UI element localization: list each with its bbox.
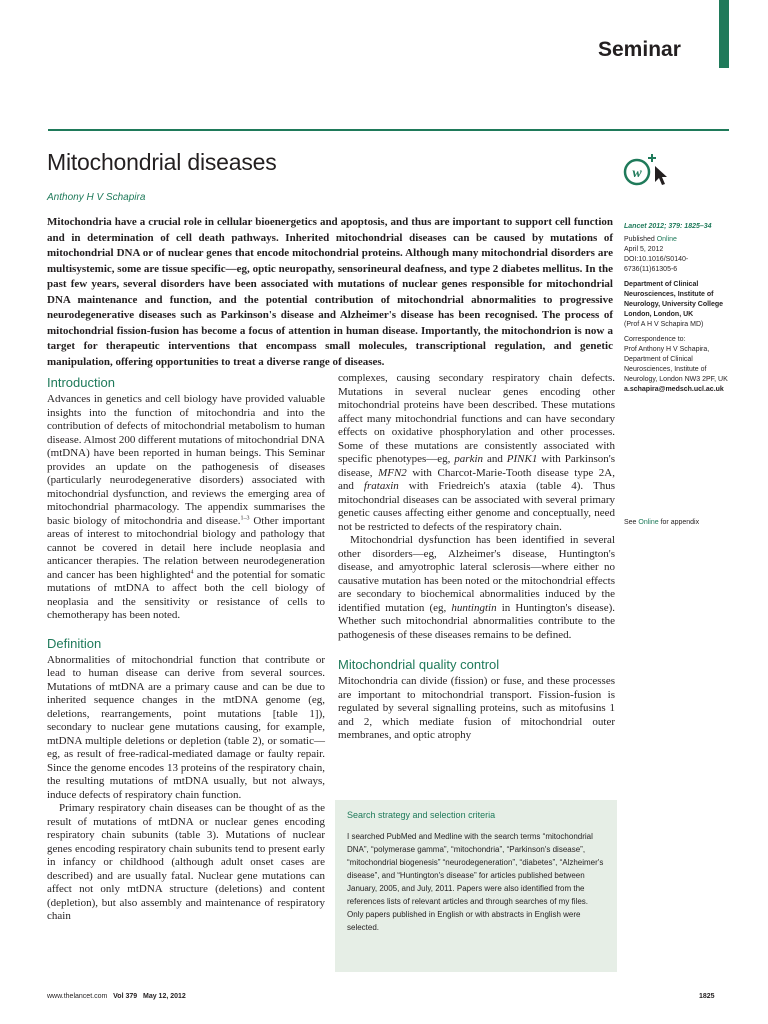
body-column-left xyxy=(47,370,325,924)
article-author: Anthony H V Schapira xyxy=(47,192,146,203)
header-rule xyxy=(48,129,729,131)
correspondence: Prof Anthony H V Schapira, Department of Clinical Neurosciences, Institute of Neurology, London NW3 2PF, UK xyxy=(624,346,728,383)
footer-volume: Vol 379 xyxy=(113,993,138,1000)
affiliation: Department of Clinical Neurosciences, Institute of Neurology, University College London, London, UK xyxy=(624,281,724,318)
ref-1-3[interactable]: 1–3 xyxy=(240,514,250,521)
footer-date: May 12, 2012 xyxy=(143,993,186,1000)
published-date: April 5, 2012 xyxy=(624,246,664,253)
heading-introduction: Introduction xyxy=(47,375,115,390)
header-accent-bar xyxy=(719,0,729,68)
published-online-link[interactable]: Online xyxy=(656,236,677,243)
search-strategy-heading: Search strategy and selection criteria xyxy=(347,810,496,820)
web-extra-icon[interactable] xyxy=(622,148,672,188)
section-label: Seminar xyxy=(598,38,681,61)
ref-4[interactable]: 4 xyxy=(190,568,194,575)
column2-paragraph-1: complexes, causing secondary respiratory chain defects. Mutations in several nuclear genes encoding other mitochondrial proteins have been described. These mutations affect many mitochondrial functions and can have secondary effects on oxidative phosphorylation and other processes. Some of these mutations are consistently associated with specific phenotypes—eg, parkin and PINK1 with Parkinson's disease, MFN2 with Charcot-Marie-Tooth disease type 2A, and frataxin with Friedreich's ataxia (table 4). Thus mitochondrial diseases can be associated with several primary genetic causes affecting either genome and conceptually, need not be restricted to defects of the respiratory chain. xyxy=(338,372,615,533)
citation-sidebar xyxy=(624,222,734,395)
column2-paragraph-2: Mitochondrial dysfunction has been identified in several other disorders—eg, Alzheimer's disease, Huntington's disease, and amyotrophic lateral sclerosis—where either no causative mutation has been noted or the mitochondrial effects are secondary to biochemical abnormalities induced by the identified mutation (eg, huntingtin in Huntington's disease). Whether such mitochondrial abnormalities contribute to the pathogenesis of these diseases remains to be defined. xyxy=(338,534,615,641)
correspondence-email[interactable]: a.schapira@medsch.ucl.ac.uk xyxy=(624,386,724,393)
heading-mitochondrial-quality-control: Mitochondrial quality control xyxy=(338,657,500,672)
page-number: 1825 xyxy=(699,993,715,1000)
appendix-online-link[interactable]: Online xyxy=(638,519,659,526)
abstract: Mitochondria have a crucial role in cellular bioenergetics and apoptosis, and thus are important to support cell function and in determination of cell death pathways. Inherited mitochondrial diseases can be caused by mutations of mitochondrial DNA or of nuclear genes that encode mitochondrial proteins. Although many mitochondrial disorders are multisystemic, some are tissue specific—eg, optic neuropathy, sensorineural deafness, and type 2 diabetes mellitus. In the past few years, several disorders have been associated with mutations of nuclear genes responsible for mitochondrial DNA maintenance and function, and the potential contribution of mitochondrial abnormalities to progressive neurodegenerative diseases such as Parkinson's disease and Alzheimer's disease has been recognised. The process of mitochondrial fission-fusion has become a focus of attention in human disease. Importantly, the mitochondrion is now a target for therapeutic interventions that encompass small molecules, transcriptional regulation, and genetic manipulation, offering opportunities to treat a diverse range of diseases. xyxy=(47,216,613,368)
published-line: Published Online xyxy=(624,236,677,243)
appendix-note: See Online for appendix xyxy=(624,519,700,526)
quality-control-paragraph: Mitochondria can divide (fission) or fuse, and these processes are important to mitochondrial transport. Fission-fusion is regulated by several signalling proteins, such as mitofusins 1 and 2, which mediate fusion of mitochondrial outer membranes, and optic atrophy xyxy=(338,675,615,741)
intro-paragraph: Advances in genetics and cell biology have provided valuable insights into the function of mitochondria and into the contribution of defects of mitochondrial metabolism to human disease. Almost 200 different mutations of mitochondrial DNA (mtDNA) have been reported in human beings. This Seminar provides an update on the pathogenesis of diseases (particularly neurodegenerative disorders) associated with mitochondrial dysfunction, and reviews the emerging area of mitochondrial pharmacology. The appendix summarises the basic biology of mitochondria and disease.$^{1-3}$ Other important areas of interest to mitochondrial biology and pathology that cannot be covered in detail here include neoplasia and anticancer therapies. The relation between neurodegeneration and cancer has been highlighted$^4$ and the potential for somatic mutations of mtDNA to affect both the cell biology of neoplasia and the sensitivity or resistance of cells to chemotherapy has been noted. xyxy=(47,393,326,621)
doi: DOI:10.1016/S0140-6736(11)61305-6 xyxy=(624,256,689,273)
article-title: Mitochondrial diseases xyxy=(47,149,277,175)
footer-citation xyxy=(47,993,186,1000)
footer-site[interactable]: www.thelancet.com xyxy=(47,993,108,1000)
correspondence-label: Correspondence to: xyxy=(624,336,686,343)
body-column-right xyxy=(338,372,615,743)
search-strategy-box xyxy=(335,800,617,972)
definition-paragraph-1: Abnormalities of mitochondrial function that contribute or lead to human disease can derive from several sources. Mutations of mtDNA are a primary cause and can be due to inherited sequence changes in the mtDNA genome (eg, deletions, rearrangements, point mutations [table 1]), secondary to nuclear gene mutations causing, for example, mtDNA multiple deletions or depletion (table 2), or somatic—eg, as result of free-radical-mediated damage or faulty repair. Since the genome encodes 13 proteins of the respiratory chain, the resulting mutations of mtDNA usually, but not always, induce defects of respiratory chain function. xyxy=(47,653,325,801)
affiliation-note: (Prof A H V Schapira MD) xyxy=(624,321,704,328)
search-strategy-text: I searched PubMed and Medline with the search terms “mitochondrial DNA”, “polymerase gamma”, “mitochondria”, “Parkinson's disease”, “mitochondrial biogenesis” “neurodegeneration”, “diabetes”, “Alzheimer's disease”, and “Huntington's disease” for articles published between January, 2005, and July, 2011. Papers were also identified from the references lists of relevant articles and through searches of my files. Only papers published in English or with abstracts in English were selected. xyxy=(347,832,604,932)
definition-paragraph-2: Primary respiratory chain diseases can be thought of as the result of mutations of mtDNA or nuclear genes encoding respiratory chain subunits (table 3). Mutations of nuclear genes encoding respiratory chain subunits tend to present early in infancy or childhood (although adult onset cases are described) and are usually fatal. Nuclear gene mutations can affect not only mtDNA structure (deletions) and content (depletion), but also assembly and maintenance of respiratory chain xyxy=(47,802,325,922)
heading-definition: Definition xyxy=(47,635,102,651)
citation: Lancet 2012; 379: 1825–34 xyxy=(624,223,712,230)
svg-text:w: w xyxy=(632,166,642,181)
